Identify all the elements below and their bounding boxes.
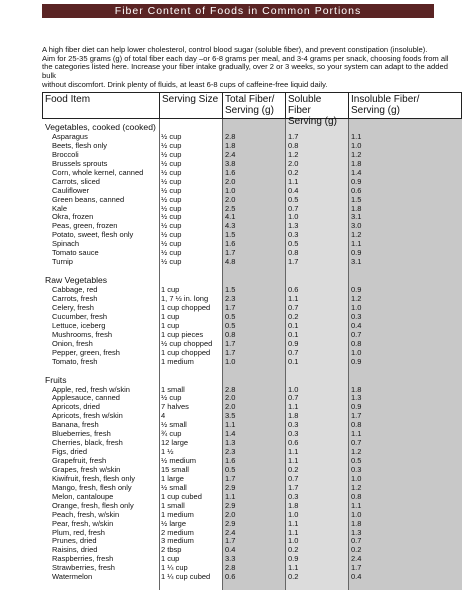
serving-cell: 1 cup chopped [161,347,211,357]
total-fiber-cell: 2.0 [225,402,236,412]
serving-cell: ½ small [161,420,187,430]
total-fiber-cell: 1.5 [225,285,236,295]
serving-cell: 1 cup [161,554,180,564]
header-insoluble [348,92,462,119]
insoluble-fiber-cell: 1.7 [351,563,362,573]
soluble-fiber-cell: 0.6 [288,285,299,295]
fiber-table [42,92,462,590]
total-fiber-cell: 1.7 [225,536,236,546]
total-fiber-cell: 3.3 [225,554,236,564]
insoluble-fiber-cell: 1.8 [351,518,362,528]
food-cell: Pear, fresh, w/skin [52,518,114,528]
food-cell: Prunes, dried [52,536,97,546]
food-cell: Watermelon [52,572,93,582]
table-row [42,564,462,573]
insoluble-fiber-cell: 0.8 [351,338,362,348]
food-cell: Kale [52,203,68,213]
soluble-fiber-cell: 0.6 [288,438,299,448]
table-row [42,313,462,322]
food-cell: Cherries, black, fresh [52,438,123,448]
total-fiber-cell: 2.8 [225,132,236,141]
soluble-fiber-cell: 0.3 [288,429,299,439]
total-fiber-cell: 2.0 [225,194,236,204]
soluble-fiber-cell: 0.2 [288,311,299,321]
total-fiber-cell: 0.5 [225,311,236,321]
soluble-fiber-cell: 1.1 [288,294,299,303]
soluble-fiber-cell: 0.7 [288,347,299,357]
insoluble-fiber-cell: 1.1 [351,239,362,249]
soluble-fiber-cell: 0.2 [288,545,299,555]
intro-line: Aim for 25-35 grams (g) of total fiber each day –or 6-8 grams per meal, and 3-4 grams per snack, choosing foods from all [42,53,449,63]
soluble-fiber-cell: 0.7 [288,473,299,483]
soluble-fiber-cell: 0.2 [288,464,299,474]
serving-cell: 1 ½ [161,447,174,457]
insoluble-fiber-cell: 0.4 [351,572,362,582]
insoluble-fiber-cell: 1.3 [351,393,362,403]
insoluble-fiber-cell: 1.8 [351,384,362,394]
food-cell: Mushrooms, fresh [52,329,113,339]
insoluble-fiber-cell: 3.0 [351,221,362,231]
insoluble-fiber-cell: 1.0 [351,509,362,519]
total-fiber-cell: 2.3 [225,447,236,457]
soluble-fiber-cell: 0.3 [288,230,299,240]
serving-cell: 1 cup [161,320,180,330]
total-fiber-cell: 1.7 [225,347,236,357]
insoluble-fiber-cell: 2.4 [351,554,362,564]
serving-cell: ½ cup [161,257,182,267]
total-fiber-cell: 1.6 [225,167,236,177]
food-cell: Apple, red, fresh w/skin [52,384,130,394]
serving-cell: 1 cup [161,285,180,295]
table-row [42,196,462,205]
serving-cell: ½ cup [161,212,182,222]
soluble-fiber-cell: 0.3 [288,420,299,430]
total-fiber-cell: 0.4 [225,545,236,555]
total-fiber-cell: 2.0 [225,176,236,186]
serving-cell: ½ cup [161,140,182,150]
insoluble-fiber-cell: 0.7 [351,536,362,546]
food-cell: Asparagus [52,132,88,141]
soluble-fiber-cell: 0.8 [288,140,299,150]
intro-line: without discomfort. Drink plenty of fluids, at least 6-8 cups of caffeine-free liquid daily. [42,79,328,89]
section-heading-label: Fruits [45,374,67,385]
table-row [42,331,462,340]
insoluble-fiber-cell: 0.4 [351,320,362,330]
header-soluble [285,92,349,127]
total-fiber-cell: 1.7 [225,248,236,258]
soluble-fiber-cell: 1.7 [288,132,299,141]
serving-cell: ½ cup [161,158,182,168]
serving-cell: ½ cup [161,149,182,159]
insoluble-fiber-cell: 0.5 [351,456,362,465]
total-fiber-cell: 1.7 [225,302,236,312]
serving-cell: 4 [161,411,166,421]
serving-cell: ½ large [161,518,187,528]
food-cell: Broccoli [52,149,79,159]
soluble-fiber-cell: 1.7 [288,257,299,267]
soluble-fiber-cell: 0.9 [288,338,299,348]
table-row [42,286,462,295]
insoluble-fiber-cell: 1.4 [351,167,362,177]
insoluble-fiber-cell: 1.2 [351,482,362,492]
food-cell: Corn, whole kernel, canned [52,167,144,177]
intro-line: the categories listed here. Increase your fiber intake gradually, over 2 or 3 weeks, so your system can adapt to the added bulk [42,62,448,81]
header-insoluble-line2: Serving (g) [351,105,400,116]
insoluble-fiber-cell: 0.9 [351,176,362,186]
total-fiber-cell: 4.3 [225,221,236,231]
food-cell: Apricots, dried [52,402,100,412]
soluble-fiber-cell: 1.0 [288,212,299,222]
food-cell: Raspberries, fresh [52,554,114,564]
soluble-fiber-cell: 1.1 [288,176,299,186]
table-row [42,573,462,582]
serving-cell: ½ cup [161,221,182,231]
soluble-fiber-cell: 2.0 [288,158,299,168]
insoluble-fiber-cell: 0.6 [351,185,362,195]
serving-cell: 2 medium [161,527,194,537]
table-row [42,537,462,546]
serving-cell: 12 large [161,438,189,448]
soluble-fiber-cell: 1.1 [288,527,299,537]
food-cell: Lettuce, iceberg [52,320,106,330]
food-cell: Celery, fresh [52,302,94,312]
insoluble-fiber-cell: 0.7 [351,329,362,339]
total-fiber-cell: 2.0 [225,393,236,403]
insoluble-fiber-cell: 1.1 [351,132,362,141]
soluble-fiber-cell: 1.1 [288,456,299,465]
food-cell: Cabbage, red [52,285,98,295]
total-fiber-cell: 1.4 [225,429,236,439]
header-soluble-line1: Soluble Fiber [288,94,322,116]
soluble-fiber-cell: 1.0 [288,509,299,519]
insoluble-fiber-cell: 1.1 [351,429,362,439]
soluble-fiber-cell: 0.7 [288,302,299,312]
total-fiber-cell: 2.3 [225,294,236,303]
total-fiber-cell: 2.0 [225,509,236,519]
table-row [42,142,462,151]
food-cell: Carrots, fresh [52,294,98,303]
total-fiber-cell: 2.4 [225,527,236,537]
table-row [42,412,462,421]
serving-cell: ½ cup [161,393,182,403]
section-heading-label: Raw Vegetables [45,275,108,286]
serving-cell: ½ cup [161,176,182,186]
total-fiber-cell: 4.1 [225,212,236,222]
serving-cell: ½ cup [161,230,182,240]
insoluble-fiber-cell: 0.3 [351,311,362,321]
serving-cell: 1 small [161,500,185,510]
food-cell: Brussels sprouts [52,158,108,168]
table-row [42,205,462,214]
total-fiber-cell: 0.5 [225,320,236,330]
table-row [42,169,462,178]
food-cell: Peach, fresh, w/skin [52,509,120,519]
soluble-fiber-cell: 0.7 [288,393,299,403]
total-fiber-cell: 1.6 [225,456,236,465]
serving-cell: ½ cup [161,239,182,249]
food-cell: Strawberries, fresh [52,563,115,573]
serving-cell: 1 cup [161,311,180,321]
header-insoluble-line1: Insoluble Fiber/ [351,94,420,105]
insoluble-fiber-cell: 0.8 [351,491,362,501]
insoluble-fiber-cell: 1.0 [351,347,362,357]
food-cell: Kiwifruit, fresh, flesh only [52,473,135,483]
soluble-fiber-cell: 1.2 [288,149,299,159]
soluble-fiber-cell: 0.7 [288,203,299,213]
total-fiber-cell: 1.7 [225,473,236,483]
table-row [42,249,462,258]
insoluble-fiber-cell: 3.1 [351,257,362,267]
food-cell: Orange, fresh, flesh only [52,500,134,510]
food-cell: Onion, fresh [52,338,93,348]
serving-cell: ½ cup [161,185,182,195]
total-fiber-cell: 1.6 [225,239,236,249]
soluble-fiber-cell: 0.1 [288,356,299,366]
serving-cell: 1 cup cubed [161,491,202,501]
insoluble-fiber-cell: 0.3 [351,464,362,474]
food-cell: Mango, fresh, flesh only [52,482,132,492]
total-fiber-cell: 1.1 [225,420,236,430]
food-cell: Green beans, canned [52,194,125,204]
insoluble-fiber-cell: 1.7 [351,411,362,421]
total-fiber-cell: 2.8 [225,563,236,573]
serving-cell: ½ cup chopped [161,338,213,348]
total-fiber-cell: 1.5 [225,230,236,240]
food-cell: Apricots, fresh w/skin [52,411,123,421]
total-fiber-cell: 3.8 [225,158,236,168]
soluble-fiber-cell: 1.8 [288,500,299,510]
total-fiber-cell: 4.8 [225,257,236,267]
soluble-fiber-cell: 0.1 [288,329,299,339]
soluble-fiber-cell: 1.1 [288,518,299,528]
total-fiber-cell: 0.5 [225,464,236,474]
food-cell: Blueberries, fresh [52,429,111,439]
header-serving [159,92,223,119]
table-row [42,520,462,529]
total-fiber-cell: 1.1 [225,491,236,501]
total-fiber-cell: 2.9 [225,500,236,510]
insoluble-fiber-cell: 0.9 [351,402,362,412]
food-cell: Melon, cantaloupe [52,491,114,501]
soluble-fiber-cell: 0.1 [288,320,299,330]
total-fiber-cell: 3.5 [225,411,236,421]
insoluble-fiber-cell: 1.8 [351,203,362,213]
total-fiber-cell: 1.0 [225,356,236,366]
food-cell: Spinach [52,239,80,249]
food-cell: Potato, sweet, flesh only [52,230,134,240]
serving-cell: ½ cup [161,248,182,258]
total-fiber-cell: 2.8 [225,384,236,394]
insoluble-fiber-cell: 0.8 [351,420,362,430]
food-cell: Carrots, sliced [52,176,100,186]
food-cell: Grapes, fresh w/skin [52,464,121,474]
table-row [42,529,462,538]
soluble-fiber-cell: 0.5 [288,239,299,249]
serving-cell: ½ cup [161,194,182,204]
food-cell: Beets, flesh only [52,140,108,150]
serving-cell: 1 cup chopped [161,302,211,312]
total-fiber-cell: 2.4 [225,149,236,159]
serving-cell: ½ cup [161,132,182,141]
soluble-fiber-cell: 0.2 [288,572,299,582]
soluble-fiber-cell: 0.2 [288,167,299,177]
soluble-fiber-cell: 0.4 [288,185,299,195]
section-spacer [42,367,462,375]
serving-cell: ½ medium [161,456,197,465]
serving-cell: 7 halves [161,402,189,412]
insoluble-fiber-cell: 1.2 [351,294,362,303]
insoluble-fiber-cell: 3.1 [351,212,362,222]
table-body [42,122,462,582]
food-cell: Banana, fresh [52,420,99,430]
insoluble-fiber-cell: 1.2 [351,230,362,240]
table-row [42,358,462,367]
header-soluble-line2: Serving (g) [288,116,337,127]
header-total-line1: Total Fiber/ [225,94,275,105]
soluble-fiber-cell: 1.8 [288,411,299,421]
food-cell: Raisins, dried [52,545,98,555]
food-cell: Plum, red, fresh [52,527,105,537]
serving-cell: 1 ¼ cup [161,563,188,573]
food-cell: Pepper, green, fresh [52,347,120,357]
soluble-fiber-cell: 1.1 [288,402,299,412]
header-serving-label: Serving Size [162,94,219,105]
serving-cell: ½ cup [161,203,182,213]
food-cell: Grapefruit, fresh [52,456,107,465]
header-total [222,92,286,119]
total-fiber-cell: 1.8 [225,140,236,150]
serving-cell: 1 ¼ cup cubed [161,572,211,582]
serving-cell: 3 medium [161,536,194,546]
food-cell: Cauliflower [52,185,90,195]
soluble-fiber-cell: 1.0 [288,384,299,394]
page-title: Fiber Content of Foods in Common Portions [42,4,434,18]
table-row [42,240,462,249]
table-row [42,394,462,403]
serving-cell: ½ cup [161,167,182,177]
soluble-fiber-cell: 0.9 [288,554,299,564]
serving-cell: 1 medium [161,356,194,366]
intro-line: A high fiber diet can help lower cholesterol, control blood sugar (soluble fiber), and prevent constipation (insoluble). [42,45,428,54]
soluble-fiber-cell: 1.3 [288,221,299,231]
serving-cell: ¾ cup [161,429,182,439]
section-heading [42,122,462,133]
section-heading-label: Vegetables, cooked (cooked) [45,122,156,132]
insoluble-fiber-cell: 1.2 [351,447,362,457]
total-fiber-cell: 2.9 [225,482,236,492]
insoluble-fiber-cell: 1.2 [351,149,362,159]
insoluble-fiber-cell: 0.9 [351,356,362,366]
section-spacer [42,267,462,275]
food-cell: Figs, dried [52,447,88,457]
soluble-fiber-cell: 0.3 [288,491,299,501]
serving-cell: 1 small [161,384,185,394]
serving-cell: 1 cup pieces [161,329,204,339]
insoluble-fiber-cell: 0.9 [351,285,362,295]
insoluble-fiber-cell: 0.7 [351,438,362,448]
food-cell: Turnip [52,257,73,267]
insoluble-fiber-cell: 1.0 [351,302,362,312]
serving-cell: 15 small [161,464,189,474]
table-row [42,231,462,240]
insoluble-fiber-cell: 0.9 [351,248,362,258]
total-fiber-cell: 2.9 [225,518,236,528]
food-cell: Applesauce, canned [52,393,120,403]
soluble-fiber-cell: 0.5 [288,194,299,204]
serving-cell: 2 tbsp [161,545,182,555]
soluble-fiber-cell: 1.7 [288,482,299,492]
insoluble-fiber-cell: 1.8 [351,158,362,168]
table-row [42,258,462,267]
table-row [42,349,462,358]
section-heading [42,375,462,386]
insoluble-fiber-cell: 1.5 [351,194,362,204]
soluble-fiber-cell: 1.1 [288,563,299,573]
total-fiber-cell: 0.8 [225,329,236,339]
table-row [42,295,462,304]
table-row [42,439,462,448]
food-cell: Tomato sauce [52,248,99,258]
food-cell: Okra, frozen [52,212,94,222]
insoluble-fiber-cell: 0.2 [351,545,362,555]
total-fiber-cell: 1.0 [225,185,236,195]
intro-text [42,46,462,90]
insoluble-fiber-cell: 1.1 [351,500,362,510]
insoluble-fiber-cell: 1.0 [351,473,362,483]
soluble-fiber-cell: 0.8 [288,248,299,258]
section-heading [42,275,462,286]
total-fiber-cell: 1.7 [225,338,236,348]
total-fiber-cell: 0.6 [225,572,236,582]
insoluble-fiber-cell: 1.3 [351,527,362,537]
header-food [42,92,160,119]
header-total-line2: Serving (g) [225,105,274,116]
insoluble-fiber-cell: 1.0 [351,140,362,150]
soluble-fiber-cell: 1.1 [288,447,299,457]
table-row [42,178,462,187]
total-fiber-cell: 1.3 [225,438,236,448]
serving-cell: ½ small [161,482,187,492]
serving-cell: 1 medium [161,509,194,519]
food-cell: Peas, green, frozen [52,221,118,231]
serving-cell: 1, 7 ½ in. long [161,294,209,303]
serving-cell: 1 large [161,473,184,483]
total-fiber-cell: 2.5 [225,203,236,213]
food-cell: Cucumber, fresh [52,311,108,321]
food-cell: Tomato, fresh [52,356,98,366]
header-food-label: Food Item [45,94,91,105]
soluble-fiber-cell: 1.0 [288,536,299,546]
